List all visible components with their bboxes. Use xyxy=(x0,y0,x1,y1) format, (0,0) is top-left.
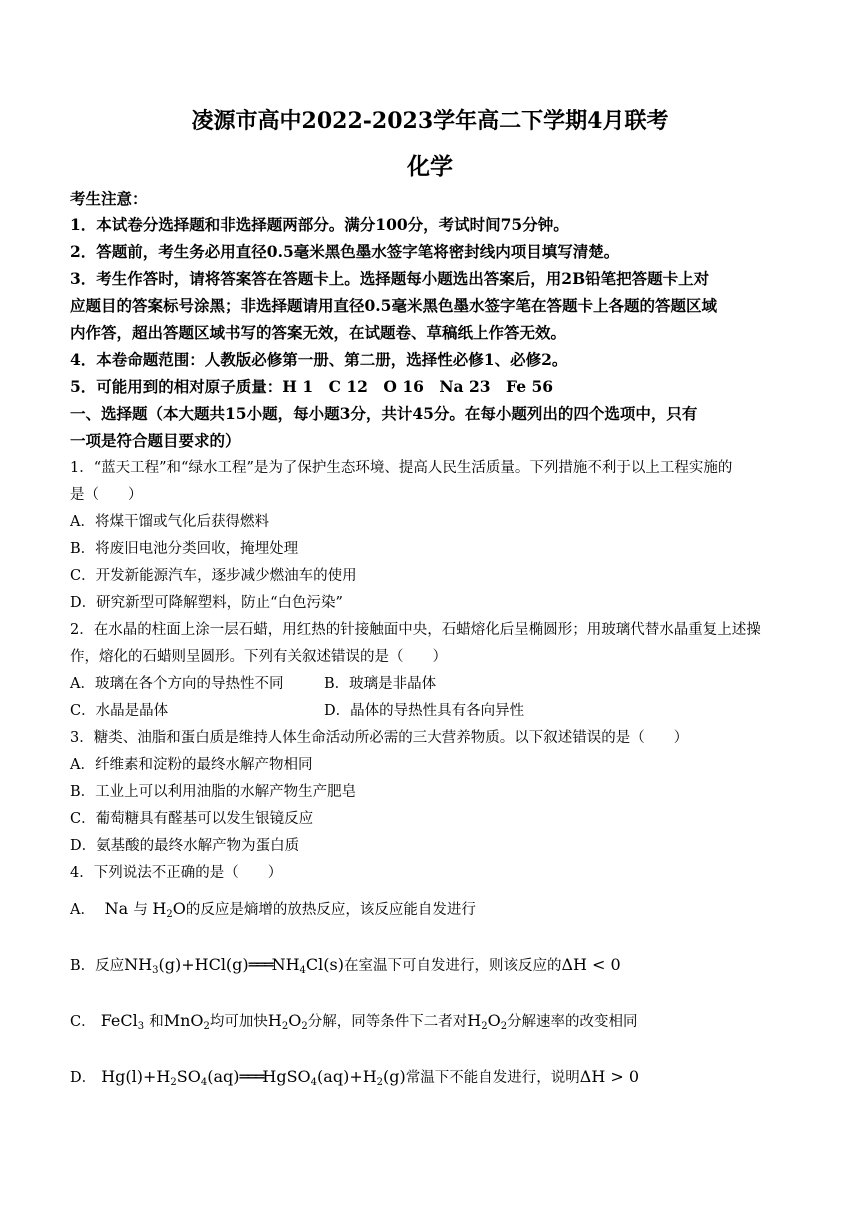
q3-option-b: B．工业上可以利用油脂的水解产物生产肥皂 xyxy=(70,784,357,800)
notice-heading: 考生注意： xyxy=(70,189,148,208)
exam-title: 凌源市高中2022-2023学年高二下学期4月联考 xyxy=(191,108,669,134)
subject-title: 化学 xyxy=(407,153,453,180)
q4-option-d: D． $Hg(l)+H_2SO_4(aq)═══HgSO_4(aq)+H_2(g)$常温下不能自发进行，说明ΔH > 0 xyxy=(70,1067,640,1088)
q4-option-b: B．反应$NH_3(g)+HCl(g)═══NH_4Cl(s)$在室温下可自发进行，则该反应的ΔH < 0 xyxy=(70,955,621,976)
section-heading-cont: 一项是符合题目要求的） xyxy=(70,431,241,450)
notice-item: 1．本试卷分选择题和非选择题两部分。满分100分，考试时间75分钟。 xyxy=(70,215,569,234)
question-4-stem: 4．下列说法不正确的是（ ） xyxy=(70,865,283,881)
section-heading: 一、选择题（本大题共15小题，每小题3分，共计45分。在每小题列出的四个选项中，只有 xyxy=(70,404,698,423)
q2-option-row-2 xyxy=(70,700,796,722)
q1-option-a: A．将煤干馏或气化后获得燃料 xyxy=(70,514,269,530)
q2-option-b: B．玻璃是非晶体 xyxy=(324,676,437,692)
notice-item: 3．考生作答时，请将答案答在答题卡上。选择题每小题选出答案后，用2B铅笔把答题卡上对 xyxy=(70,269,710,288)
q4-option-a: A． Na 与 $H_2O$的反应是熵增的放热反应，该反应能自发进行 xyxy=(70,899,476,920)
question-2-stem-cont: 作，熔化的石蜡则呈圆形。下列有关叙述错误的是（ ） xyxy=(70,649,447,665)
q3-option-c: C．葡萄糖具有醛基可以发生银镜反应 xyxy=(70,811,314,827)
notice-item: 5．可能用到的相对原子质量：H 1 C 12 O 16 Na 23 Fe 56 xyxy=(70,377,554,396)
q3-option-a: A．纤维素和淀粉的最终水解产物相同 xyxy=(70,757,313,773)
notice-item: 应题目的答案标号涂黑；非选择题请用直径0.5毫米黑色墨水签字笔在答题卡上各题的答题区域 xyxy=(70,296,717,315)
question-3-stem: 3．糖类、油脂和蛋白质是维持人体生命活动所必需的三大营养物质。以下叙述错误的是（ ） xyxy=(70,730,689,746)
notice-item: 2．答题前，考生务必用直径0.5毫米黑色墨水签字笔将密封线内项目填写清楚。 xyxy=(70,242,620,261)
q1-option-d: D．研究新型可降解塑料，防止“白色污染” xyxy=(70,595,343,611)
question-2-stem: 2．在水晶的柱面上涂一层石蜡，用红热的针接触面中央，石蜡熔化后呈椭圆形；用玻璃代替水晶重复上述操 xyxy=(70,622,761,638)
q4-option-c: C． FeCl$_3$ 和MnO$_2$均可加快$H_2O_2$分解，同等条件下二者对$H_2O_2$分解速率的改变相同 xyxy=(70,1011,638,1032)
q3-option-d: D．氨基酸的最终水解产物为蛋白质 xyxy=(70,838,300,854)
q2-option-a: A．玻璃在各个方向的导热性不同 xyxy=(70,676,284,692)
question-1-stem-cont: 是（ ） xyxy=(70,487,143,503)
q1-option-c: C．开发新能源汽车，逐步减少燃油车的使用 xyxy=(70,568,357,584)
question-1-stem: 1．“蓝天工程”和“绿水工程”是为了保护生态环境、提高人民生活质量。下列措施不利于以上工程实施的 xyxy=(70,460,733,476)
q2-option-c: C．水晶是晶体 xyxy=(70,703,169,719)
q1-option-b: B．将废旧电池分类回收，掩埋处理 xyxy=(70,541,299,557)
q2-option-row-1 xyxy=(70,673,796,695)
notice-item: 内作答，超出答题区域书写的答案无效，在试题卷、草稿纸上作答无效。 xyxy=(70,323,567,342)
q2-option-d: D．晶体的导热性具有各向异性 xyxy=(324,703,525,719)
notice-item: 4．本卷命题范围：人教版必修第一册、第二册，选择性必修1、必修2。 xyxy=(70,350,568,369)
